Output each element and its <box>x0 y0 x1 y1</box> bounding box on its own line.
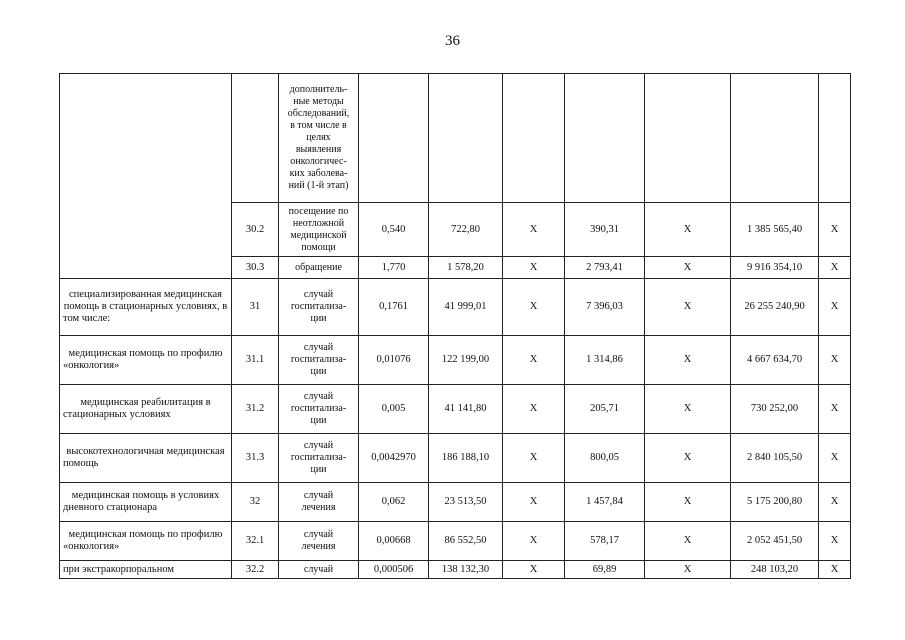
code-cell: 32.2 <box>232 561 279 579</box>
table-row <box>60 385 851 434</box>
unit-cell <box>279 561 359 579</box>
unit-line: случай <box>303 440 334 451</box>
row-name-cell: высокотехнологичная медицинская помощь <box>60 434 232 483</box>
x-cell: X <box>819 257 851 279</box>
unit-line: случай <box>303 563 334 575</box>
code-cell <box>232 74 279 203</box>
unit-line: случай <box>303 342 334 353</box>
unit-line: госпитализа- <box>290 452 347 463</box>
code-cell: 30.3 <box>232 257 279 279</box>
code-cell: 31.1 <box>232 336 279 385</box>
unit-line: случай <box>303 391 334 402</box>
cost-cell: 86 552,50 <box>429 522 503 561</box>
cost-cell: 23 513,50 <box>429 483 503 522</box>
norm-cell: 1,770 <box>359 257 429 279</box>
cost-cell: 122 199,00 <box>429 336 503 385</box>
norm-cell: 0,00668 <box>359 522 429 561</box>
cost-cell: 1 578,20 <box>429 257 503 279</box>
total-cell: 9 916 354,10 <box>731 257 819 279</box>
unit-line: ний (1-й этап) <box>288 180 349 191</box>
unit-line: госпитализа- <box>290 301 347 312</box>
x-cell: X <box>503 483 565 522</box>
per-capita-cell: 7 396,03 <box>565 279 645 336</box>
cost-cell: 186 188,10 <box>429 434 503 483</box>
x-cell: X <box>503 561 565 579</box>
x-cell: X <box>645 434 731 483</box>
per-capita-cell: 800,05 <box>565 434 645 483</box>
unit-line: ные методы <box>293 96 344 107</box>
unit-line: в том числе в <box>290 120 347 131</box>
x-cell: X <box>503 257 565 279</box>
unit-line: ции <box>310 464 327 475</box>
unit-line: госпитализа- <box>290 403 347 414</box>
total-cell: 2 052 451,50 <box>731 522 819 561</box>
cost-cell: 41 999,01 <box>429 279 503 336</box>
unit-line: ции <box>310 366 327 377</box>
x-cell: X <box>645 385 731 434</box>
cost-cell <box>429 74 503 203</box>
per-capita-cell: 1 314,86 <box>565 336 645 385</box>
total-cell: 1 385 565,40 <box>731 203 819 257</box>
unit-cell <box>279 203 359 257</box>
norm-cell: 0,540 <box>359 203 429 257</box>
total-cell: 4 667 634,70 <box>731 336 819 385</box>
x-cell: X <box>819 385 851 434</box>
code-cell: 31 <box>232 279 279 336</box>
page-number: 36 <box>445 33 460 49</box>
unit-line: случай <box>303 529 334 540</box>
x-cell: X <box>819 483 851 522</box>
x-cell <box>819 74 851 203</box>
x-cell: X <box>819 203 851 257</box>
x-cell: X <box>819 279 851 336</box>
norms-table <box>59 73 851 579</box>
norm-cell: 0,000506 <box>359 561 429 579</box>
row-name-cell: при экстракорпоральном <box>60 561 232 579</box>
unit-line: лечения <box>301 502 336 513</box>
norm-cell: 0,01076 <box>359 336 429 385</box>
unit-line: случай <box>303 289 334 300</box>
table-row <box>60 336 851 385</box>
unit-line: дополнитель- <box>289 84 348 95</box>
per-capita-cell: 69,89 <box>565 561 645 579</box>
unit-cell <box>279 522 359 561</box>
norm-cell: 0,1761 <box>359 279 429 336</box>
total-cell: 248 103,20 <box>731 561 819 579</box>
unit-line: лечения <box>301 541 336 552</box>
row-name-cell: медицинская помощь по профилю «онкология» <box>60 522 232 561</box>
row-name-cell: медицинская помощь по профилю «онкология» <box>60 336 232 385</box>
unit-cell <box>279 74 359 203</box>
x-cell: X <box>645 483 731 522</box>
unit-line: целях <box>306 132 331 143</box>
table-row <box>60 522 851 561</box>
x-cell: X <box>503 203 565 257</box>
total-cell <box>731 74 819 203</box>
unit-line: обращение <box>295 261 342 273</box>
cost-cell: 41 141,80 <box>429 385 503 434</box>
x-cell <box>645 74 731 203</box>
row-name-cell: медицинская помощь в условиях дневного стационара <box>60 483 232 522</box>
per-capita-cell: 390,31 <box>565 203 645 257</box>
total-cell: 2 840 105,50 <box>731 434 819 483</box>
row-name-cell <box>60 74 232 279</box>
per-capita-cell: 205,71 <box>565 385 645 434</box>
unit-line: госпитализа- <box>290 354 347 365</box>
norm-cell: 0,005 <box>359 385 429 434</box>
unit-cell <box>279 434 359 483</box>
unit-cell <box>279 279 359 336</box>
unit-line: медицинской <box>290 229 347 241</box>
total-cell: 5 175 200,80 <box>731 483 819 522</box>
row-name-cell: специализированная медицинская помощь в стационарных условиях, в том числе: <box>60 279 232 336</box>
unit-line: посещение по <box>288 205 349 217</box>
norm-cell <box>359 74 429 203</box>
code-cell: 31.3 <box>232 434 279 483</box>
x-cell: X <box>645 561 731 579</box>
total-cell: 730 252,00 <box>731 385 819 434</box>
unit-cell <box>279 483 359 522</box>
unit-cell <box>279 336 359 385</box>
unit-line: неотложной <box>292 217 345 229</box>
table-row <box>60 561 851 579</box>
x-cell: X <box>503 385 565 434</box>
unit-line: выявления <box>295 144 342 155</box>
x-cell: X <box>819 522 851 561</box>
table-row <box>60 483 851 522</box>
unit-line: помощи <box>301 241 336 253</box>
unit-cell <box>279 385 359 434</box>
x-cell: X <box>645 203 731 257</box>
code-cell: 31.2 <box>232 385 279 434</box>
unit-line: случай <box>303 490 334 501</box>
x-cell <box>503 74 565 203</box>
unit-line: ции <box>310 415 327 426</box>
unit-line: ции <box>310 313 327 324</box>
per-capita-cell: 2 793,41 <box>565 257 645 279</box>
x-cell: X <box>503 279 565 336</box>
per-capita-cell: 1 457,84 <box>565 483 645 522</box>
x-cell: X <box>819 434 851 483</box>
cost-cell: 138 132,30 <box>429 561 503 579</box>
x-cell: X <box>819 336 851 385</box>
table-row <box>60 279 851 336</box>
row-name-cell: медицинская реабилитация в стационарных условиях <box>60 385 232 434</box>
unit-line: обследований, <box>287 108 350 119</box>
table-row <box>60 74 851 203</box>
code-cell: 30.2 <box>232 203 279 257</box>
cost-cell: 722,80 <box>429 203 503 257</box>
x-cell: X <box>503 336 565 385</box>
unit-line: ких заболева- <box>289 168 348 179</box>
per-capita-cell: 578,17 <box>565 522 645 561</box>
x-cell: X <box>645 257 731 279</box>
code-cell: 32 <box>232 483 279 522</box>
unit-cell <box>279 257 359 279</box>
per-capita-cell <box>565 74 645 203</box>
total-cell: 26 255 240,90 <box>731 279 819 336</box>
x-cell: X <box>645 522 731 561</box>
code-cell: 32.1 <box>232 522 279 561</box>
x-cell: X <box>645 279 731 336</box>
x-cell: X <box>503 522 565 561</box>
x-cell: X <box>819 561 851 579</box>
table-row <box>60 434 851 483</box>
norm-cell: 0,0042970 <box>359 434 429 483</box>
x-cell: X <box>503 434 565 483</box>
unit-line: онкологичес- <box>290 156 347 167</box>
x-cell: X <box>645 336 731 385</box>
norm-cell: 0,062 <box>359 483 429 522</box>
